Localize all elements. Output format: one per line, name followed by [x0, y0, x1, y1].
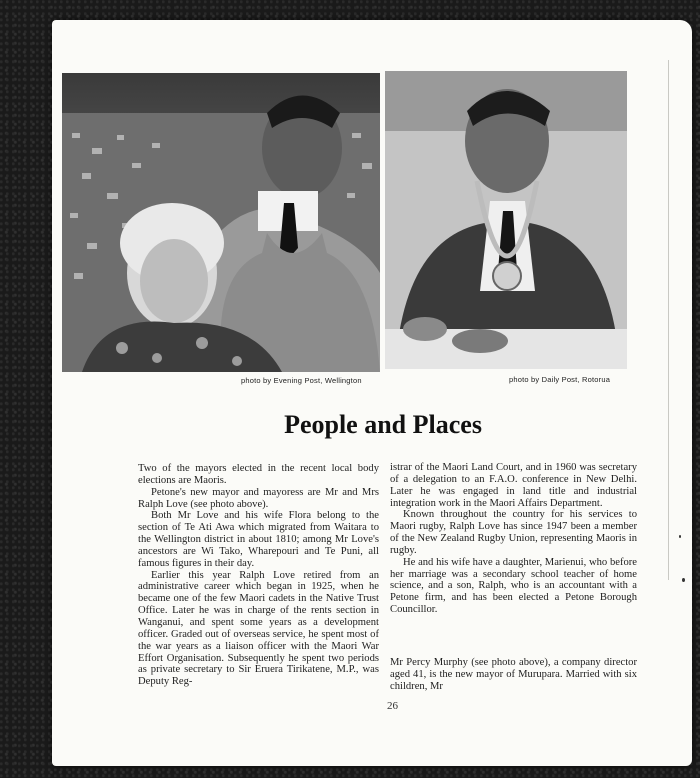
- article-column-left: [138, 463, 379, 688]
- article-column-right: [390, 462, 637, 616]
- photo-credit-left: photo by Evening Post, Wellington: [241, 376, 362, 385]
- paragraph: Earlier this year Ralph Love retired from an administrative career which began in 1925, when he became one of the few Maori cadets in the Native Trust Office. Later he was in charge of the rents section in Wanganui, and spent some years as a development officer. Graded out of overseas service, he spent most of the war years as a liaison officer with the Maori War Effort Organisation. Subsequently he spent two periods as private secretary to Sir Eruera Tirikatene, M.P., was Deputy Reg-: [138, 569, 379, 688]
- paragraph: Known throughout the country for his services to Maori rugby, Ralph Love has since 1947 been a member of the New Zealand Rugby Union, representing Maoris in rugby.: [390, 509, 637, 556]
- page-number: 26: [387, 700, 398, 712]
- scan-speck: [679, 535, 681, 538]
- paragraph: He and his wife have a daughter, Marienui, who before her marriage was a secondary school teacher of home science, and a son, Ralph, who is an accountant with a Petone firm, and has been elected a Petone Borough Councillor.: [390, 556, 637, 616]
- paragraph: Both Mr Love and his wife Flora belong to the section of Te Ati Awa which migrated from Waitara to the Wellington district in about 1810; among Mr Love's ancestors are Wi Tako, Wharepouri and Te Puni, all famous figures in their day.: [138, 510, 379, 569]
- photo-mr-murphy: [385, 71, 627, 369]
- article-column-right-bottom: [390, 657, 637, 693]
- paragraph: istrar of the Maori Land Court, and in 1960 was secretary of a delegation to an F.A.O. conference in New Delhi. Later he was engaged in land title and industrial integration work in the Maori Affairs Department.: [390, 462, 637, 509]
- article-title: People and Places: [284, 410, 482, 439]
- paragraph: Mr Percy Murphy (see photo above), a company director aged 41, is the new mayor of Murupara. Married with six children, Mr: [390, 657, 637, 692]
- paragraph: Petone's new mayor and mayoress are Mr and Mrs Ralph Love (see photo above).: [138, 486, 379, 510]
- photo-mr-and-mrs-love: [62, 73, 380, 372]
- scan-speck: [682, 578, 685, 582]
- photo-credit-right: photo by Daily Post, Rotorua: [509, 375, 611, 384]
- page-fold: [668, 60, 669, 580]
- paragraph: Two of the mayors elected in the recent local body elections are Maoris.: [138, 463, 379, 486]
